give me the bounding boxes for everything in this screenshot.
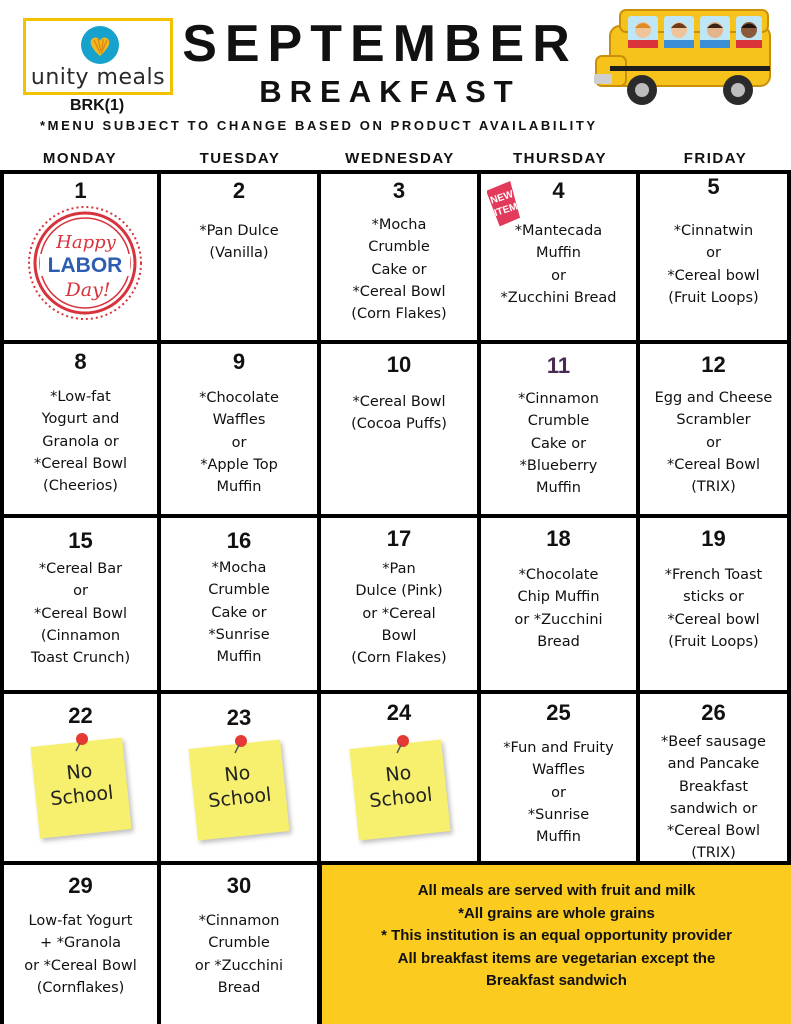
menu-item: *Mocha Crumble Cake or *Sunrise Muffin [208,560,270,666]
menu-disclaimer: *MENU SUBJECT TO CHANGE BASED ON PRODUCT AVAILABILITY [40,118,598,133]
happy-labor-day-stamp-icon [26,204,144,322]
calendar-day [481,174,636,340]
calendar-day [640,694,787,861]
calendar-day [4,174,157,340]
day-number: 15 [68,528,93,553]
menu-item: *French Toast sticks or *Cereal bowl (Fruit Loops) [664,567,763,650]
menu-item: *Mantecada Muffin or *Zucchini Bread [500,223,617,306]
day-number: 22 [68,703,93,728]
school-bus-illustration [590,4,780,116]
push-pin-icon [231,734,249,754]
svg-text:LABOR: LABOR [47,254,123,277]
menu-item: *Cinnamon Crumble Cake or *Blueberry Muffin [518,391,599,497]
calendar-day [640,518,787,690]
note-line: All meals are served with fruit and milk [417,882,696,899]
day-number: 18 [546,526,571,551]
calendar-day [161,865,317,1024]
menu-item: *Cereal Bowl (Cocoa Puffs) [351,394,447,433]
calendar-day [4,865,157,1024]
no-school-text: No School [49,759,115,811]
menu-code: BRK(1) [70,97,125,114]
day-number: 16 [226,528,252,553]
calendar-day [321,174,477,340]
no-school-sticky-note [188,739,289,840]
day-number: 25 [546,700,571,725]
day-number: 1 [74,178,87,203]
day-number: 19 [701,526,726,551]
menu-item: *Cereal Bar or *Cereal Bowl (Cinnamon Toast Crunch) [30,561,131,667]
menu-item: *Pan Dulce (Vanilla) [199,223,279,262]
no-school-text: No School [207,761,273,813]
note-line: Breakfast sandwich [486,972,627,989]
push-pin-icon [72,732,90,752]
svg-text:Day!: Day! [65,279,111,301]
calendar-day [321,694,477,861]
day-number: 29 [68,873,93,898]
no-school-sticky-note [349,739,450,840]
menu-item: Low-fat Yogurt + *Granola or *Cereal Bowl (Cornflakes) [24,913,137,996]
page-title: SEPTEMBER [182,15,578,73]
calendar-day [4,344,157,514]
calendar-day [4,518,157,690]
calendar-day [4,694,157,861]
menu-item: *Mocha Crumble Cake or *Cereal Bowl (Corn Flakes) [351,217,447,323]
unity-meals-logo [23,18,173,95]
menu-item: *Low-fat Yogurt and Granola or *Cereal Bowl (Cheerios) [33,389,128,495]
calendar-day [161,344,317,514]
day-name-wednesday: WEDNESDAY [345,150,455,167]
menu-item: *Chocolate Chip Muffin or *Zucchini Bread [514,567,603,650]
calendar-day [481,344,636,514]
menu-item: *Cinnatwin or *Cereal bowl (Fruit Loops) [667,223,760,306]
day-number: 9 [232,349,246,374]
note-line: All breakfast items are vegetarian except the [397,949,716,967]
day-number: 24 [386,700,412,725]
day-number: 2 [232,178,246,203]
menu-item: *Fun and Fruity Waffles or *Sunrise Muffin [503,740,614,846]
day-number: 11 [546,353,571,378]
calendar-day [161,518,317,690]
calendar-day [640,174,787,340]
logo-heart-icon [81,26,119,64]
day-number: 3 [392,178,406,203]
page-subtitle: BREAKFAST [259,74,521,109]
day-number: 23 [226,705,252,730]
menu-item: Egg and Cheese Scrambler or *Cereal Bowl (TRIX) [654,390,773,496]
logo-text: unity meals [30,65,166,90]
day-name-tuesday: TUESDAY [199,150,281,167]
day-number: 10 [386,352,412,377]
calendar-day [481,518,636,690]
push-pin-icon [393,734,411,754]
calendar-day [321,518,477,690]
day-number: 12 [701,352,726,377]
no-school-sticky-note [30,737,131,838]
note-line: *All grains are whole grains [458,904,655,922]
day-number: 26 [701,700,726,725]
svg-text:Happy: Happy [56,232,116,253]
day-number: 8 [74,349,87,374]
note-line: * This institution is an equal opportunity provider [381,927,732,944]
menu-item: *Cinnamon Crumble or *Zucchini Bread [194,913,284,996]
menu-item: *Beef sausage and Pancake Breakfast sandwich or *Cereal Bowl (TRIX) [661,734,766,862]
menu-item: *Chocolate Waffles or *Apple Top Muffin [199,390,279,496]
svg-text:ITEM: ITEM [492,201,520,220]
day-number: 17 [386,526,412,551]
calendar-day [321,344,477,514]
day-number: 4 [552,178,565,203]
day-number: 30 [226,873,252,898]
calendar-day [640,344,787,514]
menu-item: *Pan Dulce (Pink) or *Cereal Bowl (Corn Flakes) [351,561,447,667]
svg-text:NEW: NEW [489,188,515,207]
day-name-monday: MONDAY [42,150,118,167]
no-school-text: No School [368,761,434,813]
day-number: 5 [707,174,720,199]
calendar-day [481,694,636,861]
day-name-thursday: THURSDAY [513,150,607,167]
day-name-friday: FRIDAY [683,150,748,167]
calendar-day [161,694,317,861]
menu-notes-box [322,865,791,1024]
calendar-day [161,174,317,340]
